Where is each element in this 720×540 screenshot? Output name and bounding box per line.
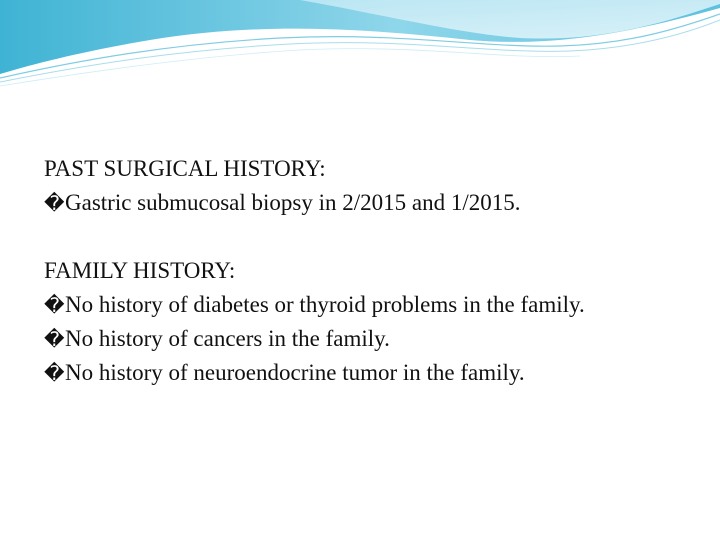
section-heading: FAMILY HISTORY: bbox=[44, 258, 236, 283]
bullet-item bbox=[44, 356, 684, 390]
slide-body bbox=[44, 152, 684, 390]
family-history-section bbox=[44, 254, 684, 390]
bullet-item bbox=[44, 186, 684, 220]
bullet-text: No history of cancers in the family. bbox=[65, 326, 390, 351]
bullet-glyph-icon: � bbox=[44, 361, 65, 385]
bullet-glyph-icon: � bbox=[44, 327, 65, 351]
bullet-text: No history of diabetes or thyroid problems in the family. bbox=[65, 292, 585, 317]
past-surgical-history-section bbox=[44, 152, 684, 220]
bullet-item bbox=[44, 288, 684, 322]
bullet-glyph-icon: � bbox=[44, 293, 65, 317]
bullet-item bbox=[44, 322, 684, 356]
bullet-glyph-icon: � bbox=[44, 191, 65, 215]
header-wave-decoration bbox=[0, 0, 720, 95]
section-heading: PAST SURGICAL HISTORY: bbox=[44, 156, 326, 181]
bullet-text: No history of neuroendocrine tumor in the family. bbox=[65, 360, 525, 385]
bullet-text: Gastric submucosal biopsy in 2/2015 and 1/2015. bbox=[65, 190, 521, 215]
